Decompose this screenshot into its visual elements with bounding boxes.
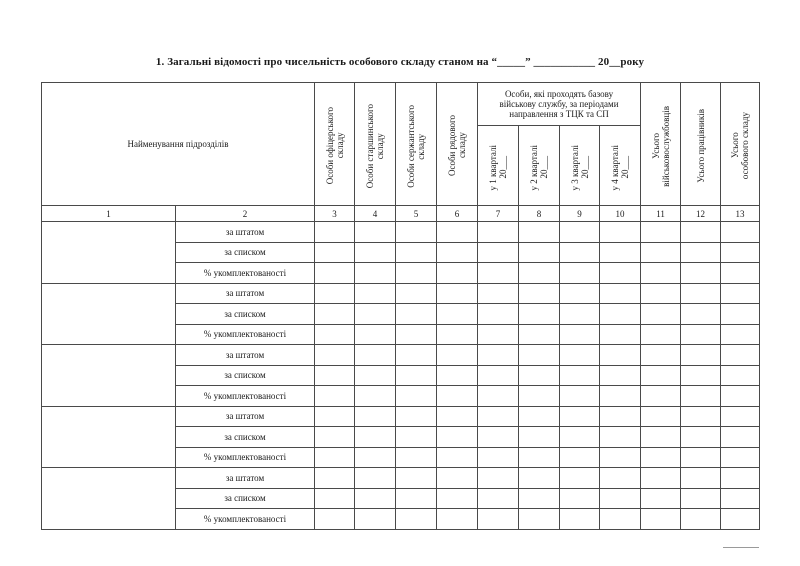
data-cell[interactable] — [721, 447, 760, 468]
data-cell[interactable] — [721, 386, 760, 407]
data-cell[interactable] — [355, 386, 396, 407]
data-cell[interactable] — [396, 263, 437, 284]
data-cell[interactable] — [560, 509, 600, 530]
total-workers-header: Усього працівників — [681, 83, 721, 206]
warrant-officers-header: Особи старшинського складу — [355, 83, 396, 206]
table-row — [42, 283, 760, 304]
data-cell[interactable] — [560, 488, 600, 509]
data-cell[interactable] — [478, 488, 519, 509]
data-cell[interactable] — [519, 406, 560, 427]
data-cell[interactable] — [396, 345, 437, 366]
data-cell[interactable] — [721, 283, 760, 304]
data-cell[interactable] — [641, 468, 681, 489]
data-cell[interactable] — [478, 242, 519, 263]
data-cell[interactable] — [681, 509, 721, 530]
data-cell[interactable] — [681, 324, 721, 345]
data-cell[interactable] — [519, 304, 560, 325]
table-row — [42, 222, 760, 243]
row-label: за штатом — [176, 468, 315, 489]
data-cell[interactable] — [355, 447, 396, 468]
data-cell[interactable] — [721, 263, 760, 284]
data-cell[interactable] — [600, 304, 641, 325]
data-cell[interactable] — [641, 427, 681, 448]
data-cell[interactable] — [437, 509, 478, 530]
data-cell[interactable] — [721, 365, 760, 386]
data-cell[interactable] — [641, 324, 681, 345]
data-cell[interactable] — [437, 468, 478, 489]
data-cell[interactable] — [519, 509, 560, 530]
row-label: за списком — [176, 427, 315, 448]
data-cell[interactable] — [437, 263, 478, 284]
data-cell[interactable] — [560, 406, 600, 427]
data-cell[interactable] — [519, 345, 560, 366]
sergeants-header: Особи сержантського складу — [396, 83, 437, 206]
data-cell[interactable] — [560, 263, 600, 284]
data-cell[interactable] — [721, 324, 760, 345]
data-cell[interactable] — [600, 365, 641, 386]
data-cell[interactable] — [519, 263, 560, 284]
data-cell[interactable] — [396, 488, 437, 509]
column-number: 9 — [560, 206, 600, 222]
data-cell[interactable] — [721, 406, 760, 427]
row-label: за штатом — [176, 222, 315, 243]
data-cell[interactable] — [396, 222, 437, 243]
data-cell[interactable] — [315, 345, 355, 366]
column-number: 3 — [315, 206, 355, 222]
data-cell[interactable] — [437, 283, 478, 304]
data-cell[interactable] — [315, 222, 355, 243]
row-label: % укомплектованості — [176, 324, 315, 345]
data-cell[interactable] — [355, 345, 396, 366]
column-number: 13 — [721, 206, 760, 222]
data-cell[interactable] — [315, 447, 355, 468]
data-cell[interactable] — [681, 488, 721, 509]
data-cell[interactable] — [641, 222, 681, 243]
data-cell[interactable] — [600, 468, 641, 489]
data-cell[interactable] — [641, 263, 681, 284]
data-cell[interactable] — [396, 242, 437, 263]
table-row — [42, 468, 760, 489]
column-number: 2 — [176, 206, 315, 222]
data-cell[interactable] — [396, 427, 437, 448]
quarter-3-header: у 3 кварталі 20___ — [560, 126, 600, 206]
data-cell[interactable] — [681, 345, 721, 366]
data-cell[interactable] — [560, 386, 600, 407]
row-label: за штатом — [176, 345, 315, 366]
unit-name-header: Найменування підрозділів — [42, 83, 315, 206]
data-cell[interactable] — [519, 427, 560, 448]
data-cell[interactable] — [519, 242, 560, 263]
data-cell[interactable] — [641, 386, 681, 407]
data-cell[interactable] — [600, 222, 641, 243]
data-cell[interactable] — [355, 242, 396, 263]
column-number: 10 — [600, 206, 641, 222]
basic-service-header: Особи, які проходять базову військову службу, за періодами направлення з ТЦК та СП — [478, 83, 641, 126]
data-cell[interactable] — [641, 365, 681, 386]
data-cell[interactable] — [560, 427, 600, 448]
data-cell[interactable] — [600, 345, 641, 366]
data-cell[interactable] — [315, 406, 355, 427]
data-cell[interactable] — [437, 447, 478, 468]
data-cell[interactable] — [721, 222, 760, 243]
data-cell[interactable] — [315, 427, 355, 448]
data-cell[interactable] — [396, 447, 437, 468]
data-cell[interactable] — [396, 283, 437, 304]
data-cell[interactable] — [600, 263, 641, 284]
quarter-1-header: у 1 кварталі 20___ — [478, 126, 519, 206]
data-cell[interactable] — [560, 304, 600, 325]
privates-header: Особи рядового складу — [437, 83, 478, 206]
data-cell[interactable] — [437, 386, 478, 407]
data-cell[interactable] — [519, 468, 560, 489]
data-cell[interactable] — [560, 324, 600, 345]
data-cell[interactable] — [355, 488, 396, 509]
data-cell[interactable] — [681, 447, 721, 468]
data-cell[interactable] — [681, 468, 721, 489]
data-cell[interactable] — [641, 283, 681, 304]
data-cell[interactable] — [560, 222, 600, 243]
data-cell[interactable] — [315, 386, 355, 407]
data-cell[interactable] — [315, 263, 355, 284]
unit-name-cell[interactable] — [42, 222, 176, 284]
data-cell[interactable] — [478, 447, 519, 468]
data-cell[interactable] — [600, 406, 641, 427]
data-cell[interactable] — [478, 509, 519, 530]
form-title: 1. Загальні відомості про чисельність особового складу станом на “_____” ___________ 20__року — [155, 56, 645, 68]
data-cell[interactable] — [478, 304, 519, 325]
data-cell[interactable] — [355, 324, 396, 345]
unit-name-cell[interactable] — [42, 468, 176, 530]
data-cell[interactable] — [681, 304, 721, 325]
data-cell[interactable] — [437, 488, 478, 509]
data-cell[interactable] — [600, 386, 641, 407]
data-cell[interactable] — [478, 324, 519, 345]
data-cell[interactable] — [641, 509, 681, 530]
data-cell[interactable] — [519, 222, 560, 243]
data-cell[interactable] — [560, 365, 600, 386]
data-cell[interactable] — [396, 468, 437, 489]
data-cell[interactable] — [355, 365, 396, 386]
data-cell[interactable] — [315, 242, 355, 263]
data-cell[interactable] — [437, 304, 478, 325]
data-cell[interactable] — [478, 386, 519, 407]
data-cell[interactable] — [721, 242, 760, 263]
officers-header: Особи офіцерського складу — [315, 83, 355, 206]
data-cell[interactable] — [641, 406, 681, 427]
data-cell[interactable] — [519, 365, 560, 386]
data-cell[interactable] — [396, 304, 437, 325]
data-cell[interactable] — [560, 345, 600, 366]
data-cell[interactable] — [681, 386, 721, 407]
column-number: 5 — [396, 206, 437, 222]
column-number: 7 — [478, 206, 519, 222]
data-cell[interactable] — [478, 345, 519, 366]
data-cell[interactable] — [681, 283, 721, 304]
quarter-2-header: у 2 кварталі 20___ — [519, 126, 560, 206]
data-cell[interactable] — [641, 345, 681, 366]
data-cell[interactable] — [396, 365, 437, 386]
data-cell[interactable] — [355, 427, 396, 448]
data-cell[interactable] — [600, 509, 641, 530]
unit-name-cell[interactable] — [42, 283, 176, 345]
data-cell[interactable] — [519, 386, 560, 407]
data-cell[interactable] — [478, 406, 519, 427]
row-label: за списком — [176, 304, 315, 325]
table-body — [42, 222, 760, 530]
column-number: 6 — [437, 206, 478, 222]
data-cell[interactable] — [600, 488, 641, 509]
data-cell[interactable] — [721, 488, 760, 509]
row-label: за списком — [176, 365, 315, 386]
row-label: % укомплектованості — [176, 509, 315, 530]
data-cell[interactable] — [478, 283, 519, 304]
data-cell[interactable] — [681, 263, 721, 284]
data-cell[interactable] — [560, 468, 600, 489]
data-cell[interactable] — [355, 468, 396, 489]
row-label: за списком — [176, 242, 315, 263]
data-cell[interactable] — [315, 283, 355, 304]
data-cell[interactable] — [600, 447, 641, 468]
data-cell[interactable] — [478, 222, 519, 243]
data-cell[interactable] — [355, 304, 396, 325]
data-cell[interactable] — [519, 488, 560, 509]
data-cell[interactable] — [600, 324, 641, 345]
data-cell[interactable] — [315, 509, 355, 530]
row-label: % укомплектованості — [176, 263, 315, 284]
data-cell[interactable] — [478, 427, 519, 448]
column-numbers-row — [42, 206, 760, 222]
data-cell[interactable] — [721, 468, 760, 489]
data-cell[interactable] — [396, 324, 437, 345]
data-cell[interactable] — [396, 509, 437, 530]
unit-name-cell[interactable] — [42, 345, 176, 407]
column-number: 12 — [681, 206, 721, 222]
data-cell[interactable] — [641, 304, 681, 325]
data-cell[interactable] — [355, 222, 396, 243]
data-cell[interactable] — [681, 242, 721, 263]
data-cell[interactable] — [600, 427, 641, 448]
data-cell[interactable] — [396, 386, 437, 407]
data-cell[interactable] — [519, 447, 560, 468]
data-cell[interactable] — [478, 468, 519, 489]
data-cell[interactable] — [355, 509, 396, 530]
data-cell[interactable] — [355, 406, 396, 427]
data-cell[interactable] — [315, 324, 355, 345]
row-label: за списком — [176, 488, 315, 509]
data-cell[interactable] — [315, 304, 355, 325]
footer-line — [723, 547, 759, 548]
data-cell[interactable] — [478, 365, 519, 386]
data-cell[interactable] — [681, 365, 721, 386]
data-cell[interactable] — [560, 283, 600, 304]
data-cell[interactable] — [641, 488, 681, 509]
data-cell[interactable] — [437, 222, 478, 243]
row-label: % укомплектованості — [176, 447, 315, 468]
data-cell[interactable] — [315, 488, 355, 509]
data-cell[interactable] — [681, 406, 721, 427]
data-cell[interactable] — [560, 447, 600, 468]
data-cell[interactable] — [641, 242, 681, 263]
data-cell[interactable] — [721, 304, 760, 325]
data-cell[interactable] — [560, 242, 600, 263]
table-row — [42, 406, 760, 427]
data-cell[interactable] — [721, 509, 760, 530]
data-cell[interactable] — [519, 283, 560, 304]
data-cell[interactable] — [681, 427, 721, 448]
data-cell[interactable] — [355, 283, 396, 304]
column-number: 1 — [42, 206, 176, 222]
data-cell[interactable] — [437, 365, 478, 386]
table-row — [42, 345, 760, 366]
data-cell[interactable] — [681, 222, 721, 243]
row-label: за штатом — [176, 406, 315, 427]
column-number: 11 — [641, 206, 681, 222]
unit-name-cell[interactable] — [42, 406, 176, 468]
data-cell[interactable] — [396, 406, 437, 427]
data-cell[interactable] — [600, 242, 641, 263]
data-cell[interactable] — [437, 242, 478, 263]
data-cell[interactable] — [437, 427, 478, 448]
row-label: за штатом — [176, 283, 315, 304]
total-servicemen-header: Усього військовослужбовців — [641, 83, 681, 206]
data-cell[interactable] — [355, 263, 396, 284]
data-cell[interactable] — [437, 406, 478, 427]
data-cell[interactable] — [315, 468, 355, 489]
quarter-4-header: у 4 кварталі 20___ — [600, 126, 641, 206]
personnel-table — [41, 82, 760, 530]
data-cell[interactable] — [315, 365, 355, 386]
column-number: 4 — [355, 206, 396, 222]
data-cell[interactable] — [721, 345, 760, 366]
data-cell[interactable] — [437, 345, 478, 366]
data-cell[interactable] — [519, 324, 560, 345]
data-cell[interactable] — [478, 263, 519, 284]
data-cell[interactable] — [641, 447, 681, 468]
data-cell[interactable] — [721, 427, 760, 448]
row-label: % укомплектованості — [176, 386, 315, 407]
data-cell[interactable] — [600, 283, 641, 304]
column-number: 8 — [519, 206, 560, 222]
total-personnel-header: Усього особового складу — [721, 83, 760, 206]
data-cell[interactable] — [437, 324, 478, 345]
